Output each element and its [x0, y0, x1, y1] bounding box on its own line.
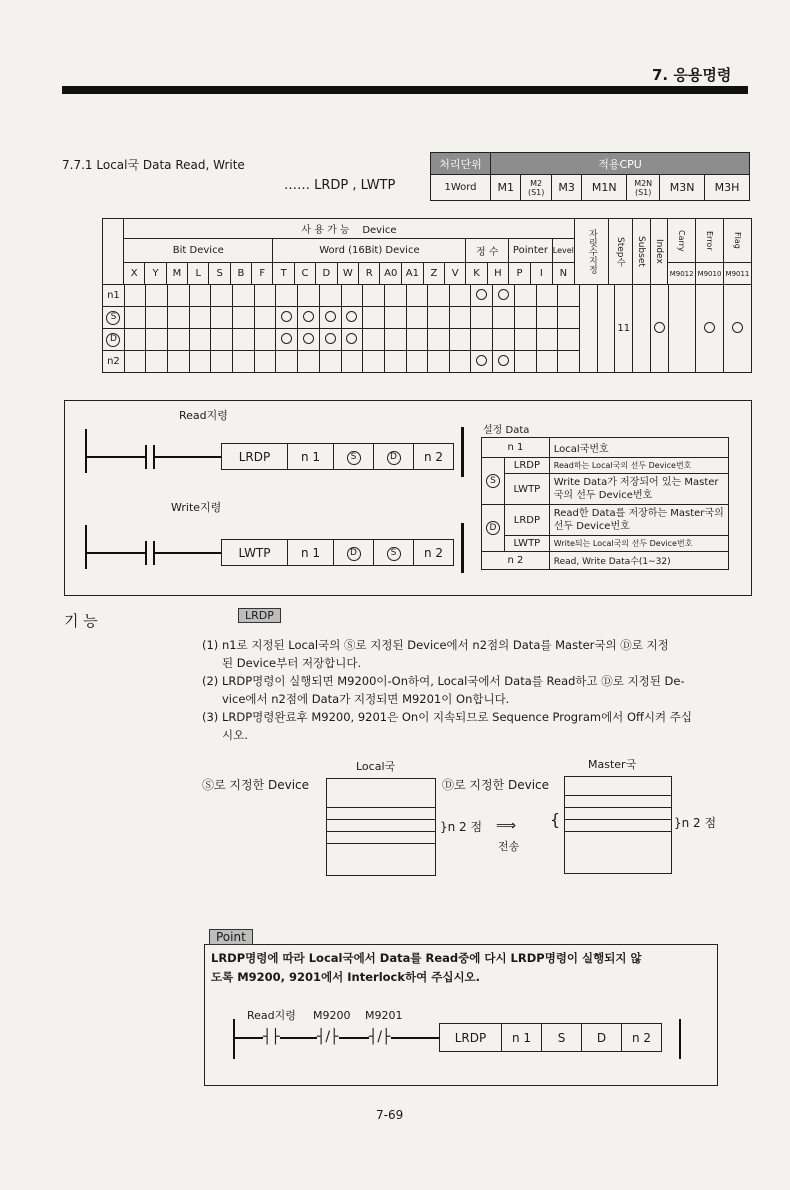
usable-mark	[476, 355, 487, 366]
usable-mark	[346, 311, 357, 322]
device-col-W: W	[337, 263, 359, 285]
left-rail	[85, 429, 87, 473]
usable-mark	[498, 289, 509, 300]
usable-mark	[346, 333, 357, 344]
usable-mark	[325, 311, 336, 322]
device-col-Z: Z	[423, 263, 444, 285]
cpu-4: M2N (S1)	[627, 175, 660, 201]
usable-mark	[476, 289, 487, 300]
device-col-F: F	[252, 263, 273, 285]
device-col-B: B	[230, 263, 251, 285]
master-label: Master국	[588, 758, 637, 771]
header-rule	[62, 86, 748, 94]
cpu-2: M3	[551, 175, 581, 201]
device-col-S: S	[209, 263, 230, 285]
usable-mark	[303, 311, 314, 322]
point-text: LRDP명령에 따라 Local국에서 Data를 Read중에 다시 LRDP명령이 실행되지 않 도록 M9200, 9201에서 Interlock하여 주십시오.	[211, 951, 642, 984]
point-instruction: LRDP n 1 S D n 2	[439, 1023, 662, 1052]
usable-mark	[303, 333, 314, 344]
m9201-label: M9201	[365, 1009, 403, 1022]
wire	[155, 456, 221, 458]
contact-left	[145, 445, 147, 469]
device-row: D	[103, 329, 752, 351]
device-col-M: M	[166, 263, 187, 285]
right-rail	[679, 1019, 681, 1059]
s-device-label: Ⓢ로 지정한 Device	[202, 778, 310, 792]
device-col-R: R	[359, 263, 380, 285]
write-command-label: Write지령	[171, 501, 222, 514]
usable-mark	[281, 333, 292, 344]
lwtp-instruction: LWTP n 1 D S n 2	[221, 539, 454, 566]
cpu-6: M3H	[705, 175, 750, 201]
device-col-L: L	[188, 263, 209, 285]
ladder-box	[64, 400, 752, 596]
device-col-H: H	[487, 263, 508, 285]
section-title: 7.7.1 Local국 Data Read, Write	[62, 158, 245, 172]
contact-icon: ┤├	[263, 1029, 280, 1045]
master-memory	[564, 776, 672, 874]
usable-mark	[281, 311, 292, 322]
function-text: (1) n1로 지정된 Local국의 Ⓢ로 지정된 Device에서 n2점의 Data를 Master국의 Ⓓ로 지정 된 Device부터 저장합니다. (2) LRDP명령이 실행되면 M9200이-On하여, Local국에서 Data를 Read하고 Ⓓ로 지정된 De- vice에서 n2점에 Data가 지정되면 M9201이 On합니다. (3) LRDP명령완료후 M9200, 9201은 On이 지속되므로 Sequence Program에서 Off시켜 주십 시오.	[202, 638, 693, 742]
chapter-title: 7. 응용명령	[652, 66, 732, 84]
n2-points-local: }n 2 점	[440, 820, 483, 834]
device-table: 사 용 가 능 Device 자릿수지정 Step수 Subset Index Carry Error Flag Bit Device Word (16Bit) Device 정 수 Pointer Level X Y M L S B F T C D W R A0 A1 Z V K H P I N M9012 M9010 M9011 n1 11 S D n2	[102, 218, 752, 386]
point-read-label: Read지령	[247, 1009, 296, 1022]
transfer-label: 전송	[498, 840, 520, 853]
device-col-V: V	[445, 263, 466, 285]
brace-icon: {	[550, 810, 561, 829]
device-col-T: T	[273, 263, 294, 285]
mnemonics: …… LRDP , LWTP	[284, 178, 396, 193]
device-col-P: P	[509, 263, 531, 285]
lrdp-instruction: LRDP n 1 S D n 2	[221, 443, 454, 470]
device-col-A1: A1	[402, 263, 424, 285]
device-col-K: K	[466, 263, 487, 285]
setting-table: n 1 Local국번호 S LRDP Read하는 Local국의 선두 Device번호 LWTP Write Data가 저장되어 있는 Master국의 선두 Device번호 D LRDP Read한 Data를 저장하는 Master국의 선두 Device번호 LWTP Write되는 Local국의 선두 Device번호 n 2 Read, Write Data수(1∼32)	[481, 437, 729, 570]
point-box	[204, 930, 718, 1086]
read-command-label: Read지령	[179, 409, 228, 422]
cpu-table: 처리단위 적용CPU 1Word M1 M2 (S1) M3 M1N M2N (S1) M3N M3H	[430, 152, 750, 201]
device-row: n1 11	[103, 285, 752, 307]
device-col-Y: Y	[145, 263, 166, 285]
page-number: 7-69	[376, 1108, 404, 1122]
cpu-3: M1N	[582, 175, 627, 201]
usable-mark	[325, 333, 336, 344]
n2-points-master: }n 2 점	[674, 816, 717, 830]
contact-left	[145, 541, 147, 565]
cpu-0: M1	[491, 175, 521, 201]
left-rail	[85, 525, 87, 569]
function-tag: LRDP	[238, 608, 281, 623]
point-label: Point	[209, 929, 253, 945]
nc-contact-icon: ┤/├	[369, 1029, 391, 1045]
device-row: S	[103, 307, 752, 329]
right-rail	[461, 523, 464, 573]
right-rail	[461, 427, 464, 477]
device-col-I: I	[530, 263, 552, 285]
arrow-icon: ⟹	[496, 818, 517, 834]
d-device-label: Ⓓ로 지정한 Device	[442, 778, 550, 792]
m9200-label: M9200	[313, 1009, 351, 1022]
usable-mark	[498, 355, 509, 366]
local-memory	[326, 778, 436, 876]
cpu-5: M3N	[660, 175, 705, 201]
device-row: n2	[103, 351, 752, 373]
left-rail	[233, 1019, 235, 1059]
device-col-A0: A0	[380, 263, 402, 285]
wire	[85, 552, 145, 554]
device-col-X: X	[124, 263, 145, 285]
wire	[85, 456, 145, 458]
cpu-1: M2 (S1)	[521, 175, 551, 201]
device-col-N: N	[552, 263, 574, 285]
device-col-D: D	[316, 263, 337, 285]
wire	[155, 552, 221, 554]
nc-contact-icon: ┤/├	[317, 1029, 339, 1045]
function-label: 기 능	[64, 612, 98, 630]
device-col-C: C	[294, 263, 315, 285]
setting-title: 설정 Data	[483, 425, 530, 436]
local-label: Local국	[356, 760, 396, 773]
